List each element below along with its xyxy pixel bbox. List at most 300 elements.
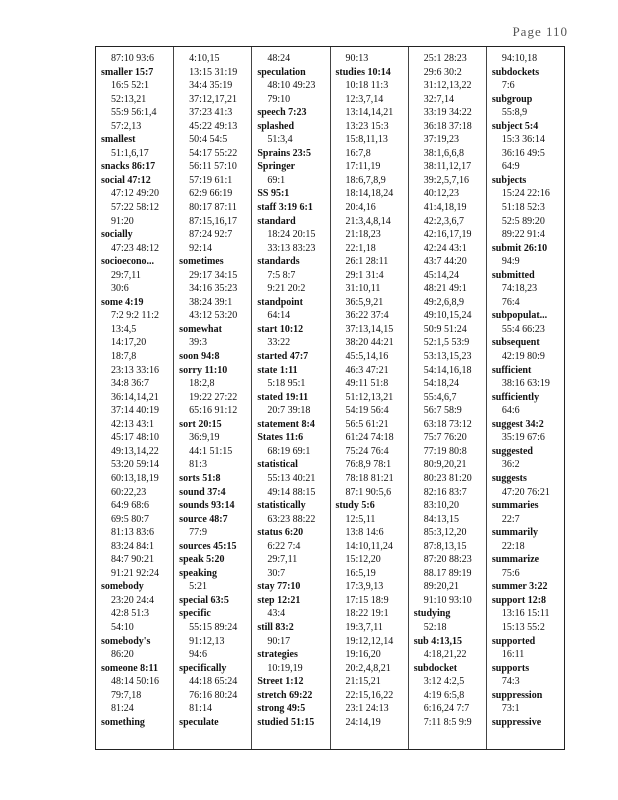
index-reference: 49:14 88:15: [267, 486, 316, 498]
index-term: studying: [413, 608, 451, 620]
index-reference: 16:5,19: [345, 567, 376, 579]
index-reference: 76:4: [501, 296, 520, 308]
index-reference: 42:13 43:1: [111, 418, 155, 430]
index-reference: 25:1 28:23: [423, 53, 467, 64]
index-reference: 84:13,15: [423, 513, 459, 525]
index-reference: 16:7,8: [345, 147, 371, 159]
index-term: soon 94:8: [179, 351, 220, 363]
index-reference: 38:20 44:21: [345, 337, 394, 349]
index-term: start 10:12: [257, 323, 304, 335]
index-reference: 15:8,11,13: [345, 134, 388, 146]
index-reference: 6:22 7:4: [267, 540, 301, 552]
index-reference: 50:9 51:24: [423, 323, 467, 335]
index-term: Springer: [257, 161, 296, 173]
index-reference: 43:7 44:20: [423, 256, 467, 268]
index-reference: 23:13 33:16: [111, 364, 160, 376]
index-reference: 30:6: [111, 283, 129, 295]
index-reference: 85:3,12,20: [423, 527, 467, 539]
index-reference: 18:24 20:15: [267, 229, 316, 241]
index-reference: 7:11 8:5 9:9: [423, 716, 472, 728]
index-reference: 42:16,17,19: [423, 229, 472, 241]
index-reference: 14:17,20: [111, 337, 147, 349]
index-reference: 52:18: [423, 621, 447, 633]
index-reference: 29:17 34:15: [189, 269, 238, 281]
index-column-4: [331, 47, 409, 749]
index-reference: 12:5,11: [345, 513, 376, 525]
index-reference: 19:22 27:22: [189, 391, 238, 403]
index-term: strategies: [257, 649, 298, 661]
index-reference: 54:19 56:4: [345, 405, 389, 417]
index-reference: 29:6 30:2: [423, 66, 462, 78]
index-reference: 15:12,20: [345, 554, 381, 566]
index-reference: 65:16 91:12: [189, 405, 238, 417]
index-reference: 48:10 49:23: [267, 80, 316, 92]
index-reference: 32:7,14: [423, 93, 454, 105]
index-reference: 52:5 89:20: [501, 215, 545, 227]
index-reference: 54:10: [111, 621, 134, 633]
index-term: suppression: [491, 689, 543, 701]
index-reference: 49:2,6,8,9: [423, 296, 464, 308]
index-reference: 7:2 9:2 11:2: [111, 310, 159, 322]
index-reference: 38:1,6,6,8: [423, 147, 464, 159]
index-term: subdockets: [491, 66, 540, 78]
index-term: sources 45:15: [179, 540, 237, 552]
index-term: support 12:8: [491, 594, 547, 606]
index-term: speculate: [179, 716, 219, 728]
index-reference: 79:7,18: [111, 689, 142, 701]
index-reference: 13:16 15:11: [501, 608, 550, 620]
index-reference: 20:4,16: [345, 202, 376, 214]
index-reference: 35:19 67:6: [501, 432, 545, 444]
index-reference: 36:5,9,21: [345, 296, 384, 308]
index-reference: 5:18 95:1: [267, 378, 306, 390]
index-column-3: [252, 47, 330, 749]
index-reference: 43:4: [267, 608, 286, 620]
index-reference: 87:10 93:6: [111, 53, 155, 64]
index-term: supports: [491, 662, 530, 674]
index-reference: 94:6: [189, 649, 207, 661]
index-reference: 83:10,20: [423, 500, 459, 512]
index-reference: 42:19 80:9: [501, 351, 545, 363]
index-term: something: [101, 716, 145, 728]
index-reference: 91:12,13: [189, 635, 225, 647]
index-term: social 47:12: [101, 174, 151, 186]
index-reference: 51:18 52:3: [501, 202, 545, 214]
index-term: staff 3:19 6:1: [257, 202, 313, 214]
index-reference: 15:3 36:14: [501, 134, 545, 146]
index-column-1: [96, 47, 174, 749]
index-term: subsequent: [491, 337, 540, 349]
index-reference: 7:5 8:7: [267, 269, 296, 281]
index-reference: 36:9,19: [189, 432, 220, 444]
index-term: smallest: [101, 134, 136, 146]
index-reference: 22:7: [501, 513, 520, 525]
index-reference: 43:12 53:20: [189, 310, 238, 322]
index-reference: 69:5 80:7: [111, 513, 150, 525]
index-term: SS 95:1: [257, 188, 290, 200]
index-term: sub 4:13,15: [413, 635, 463, 647]
index-reference: 94:10,18: [501, 53, 538, 64]
index-reference: 37:19,23: [423, 134, 459, 146]
index-term: somebody's: [101, 635, 151, 647]
index-term: sorts 51:8: [179, 472, 221, 484]
index-reference: 41:4,18,19: [423, 202, 467, 214]
index-term: sometimes: [179, 256, 224, 268]
index-reference: 75:6: [501, 567, 520, 579]
index-term: state 1:11: [257, 364, 298, 376]
index-term: speaking: [179, 567, 217, 579]
index-reference: 45:17 48:10: [111, 432, 160, 444]
index-reference: 78:18 81:21: [345, 472, 394, 484]
index-term: study 5:6: [335, 500, 375, 512]
index-reference: 6:16,24 7:7: [423, 703, 470, 715]
index-reference: 91:20: [111, 215, 134, 227]
index-reference: 39:2,5,7,16: [423, 174, 469, 186]
index-term: standpoint: [257, 296, 303, 308]
index-reference: 4:10,15: [189, 53, 220, 64]
index-reference: 36:22 37:4: [345, 310, 389, 322]
index-reference: 54:14,16,18: [423, 364, 472, 376]
index-reference: 81:13 83:6: [111, 527, 155, 539]
index-term: special 63:5: [179, 594, 229, 606]
index-reference: 69:1: [267, 174, 286, 186]
index-reference: 89:20,21: [423, 581, 459, 593]
index-reference: 18:14,18,24: [345, 188, 394, 200]
index-reference: 80:9,20,21: [423, 459, 467, 471]
index-term: statistically: [257, 500, 306, 512]
index-reference: 54:17 55:22: [189, 147, 238, 159]
index-term: socioecono...: [101, 256, 155, 268]
index-reference: 15:13 55:2: [501, 621, 545, 633]
index-term: smaller 15:7: [101, 66, 154, 78]
index-reference: 50:4 54:5: [189, 134, 228, 146]
index-reference: 34:8 36:7: [111, 378, 150, 390]
index-term: standard: [257, 215, 296, 227]
index-term: suppressive: [491, 716, 542, 728]
index-reference: 79:10: [267, 93, 291, 105]
index-term: studied 51:15: [257, 716, 315, 728]
index-reference: 84:7 90:21: [111, 554, 155, 566]
index-reference: 81:14: [189, 703, 212, 715]
index-term: specific: [179, 608, 211, 620]
index-term: sort 20:15: [179, 418, 222, 430]
index-reference: 73:1: [501, 703, 520, 715]
index-term: summarize: [491, 554, 540, 566]
index-reference: 16:11: [501, 649, 525, 661]
index-reference: 42:8 51:3: [111, 608, 150, 620]
index-term: step 12:21: [257, 594, 301, 606]
index-reference: 55:4,6,7: [423, 391, 457, 403]
index-reference: 56:7 58:9: [423, 405, 462, 417]
index-term: speculation: [257, 66, 306, 78]
index-reference: 29:7,11: [111, 269, 141, 281]
index-term: sufficiently: [491, 391, 540, 403]
index-column-2: [174, 47, 252, 749]
index-reference: 77:19 80:8: [423, 445, 467, 457]
index-reference: 64:6: [501, 405, 520, 417]
index-reference: 48:21 49:1: [423, 283, 467, 295]
index-term: suggests: [491, 472, 527, 484]
index-reference: 83:24 84:1: [111, 540, 155, 552]
index-term: sound 37:4: [179, 486, 226, 498]
index-reference: 68:19 69:1: [267, 445, 311, 457]
index-reference: 92:14: [189, 242, 212, 254]
index-reference: 55:8,9: [501, 107, 528, 119]
index-reference: 17:3,9,13: [345, 581, 384, 593]
index-reference: 21:3,4,8,14: [345, 215, 391, 227]
index-term: stay 77:10: [257, 581, 301, 593]
index-term: subgroup: [491, 93, 533, 105]
index-reference: 36:16 49:5: [501, 147, 545, 159]
index-reference: 13:8 14:6: [345, 527, 384, 539]
index-term: summer 3:22: [491, 581, 548, 593]
index-reference: 82:16 83:7: [423, 486, 467, 498]
index-term: specifically: [179, 662, 227, 674]
index-reference: 57:2,13: [111, 120, 142, 132]
index-reference: 23:20 24:4: [111, 594, 155, 606]
index-reference: 87:15,16,17: [189, 215, 237, 227]
index-term: still 83:2: [257, 621, 294, 633]
index-reference: 45:14,24: [423, 269, 459, 281]
index-term: strong 49:5: [257, 703, 306, 715]
index-reference: 91:10 93:10: [423, 594, 472, 606]
index-reference: 54:18,24: [423, 378, 459, 390]
index-reference: 4:18,21,22: [423, 649, 467, 661]
index-reference: 37:23 41:3: [189, 107, 233, 119]
index-reference: 49:11 51:8: [345, 378, 389, 390]
index-column-6: [487, 47, 564, 749]
index-term: somewhat: [179, 323, 222, 335]
index-reference: 55:13 40:21: [267, 472, 316, 484]
index-reference: 31:12,13,22: [423, 80, 472, 92]
index-term: stretch 69:22: [257, 689, 313, 701]
index-term: statistical: [257, 459, 298, 471]
index-reference: 33:22: [267, 337, 291, 349]
index-reference: 87:8,13,15: [423, 540, 467, 552]
index-reference: 23:1 24:13: [345, 703, 389, 715]
index-term: Sprains 23:5: [257, 147, 311, 159]
index-reference: 30:7: [267, 567, 286, 579]
index-term: suggested: [491, 445, 533, 457]
index-reference: 39:3: [189, 337, 207, 349]
index-reference: 13:14,14,21: [345, 107, 394, 119]
index-reference: 45:22 49:13: [189, 120, 238, 132]
index-reference: 63:23 88:22: [267, 513, 316, 525]
index-reference: 81:24: [111, 703, 134, 715]
index-reference: 20:2,4,8,21: [345, 662, 391, 674]
index-reference: 74:3: [501, 676, 520, 688]
index-reference: 42:2,3,6,7: [423, 215, 464, 227]
index-reference: 24:14,19: [345, 716, 381, 728]
index-term: sufficient: [491, 364, 532, 376]
index-reference: 51:12,13,21: [345, 391, 394, 403]
index-term: status 6:20: [257, 527, 304, 539]
index-reference: 26:1 28:11: [345, 256, 389, 268]
index-reference: 53:20 59:14: [111, 459, 160, 471]
index-term: studies 10:14: [335, 66, 391, 78]
index-reference: 18:6,7,8,9: [345, 174, 386, 186]
index-reference: 64:9: [501, 161, 520, 173]
index-reference: 9:21 20:2: [267, 283, 306, 295]
index-reference: 75:7 76:20: [423, 432, 467, 444]
index-reference: 19:16,20: [345, 649, 381, 661]
index-reference: 10:19,19: [267, 662, 303, 674]
index-reference: 60:22,23: [111, 486, 147, 498]
index-reference: 40:12,23: [423, 188, 459, 200]
index-reference: 37:12,17,21: [189, 93, 237, 105]
index-term: subjects: [491, 174, 527, 186]
index-term: submitted: [491, 269, 535, 281]
index-reference: 14:10,11,24: [345, 540, 393, 552]
index-reference: 20:7 39:18: [267, 405, 311, 417]
index-reference: 48:14 50:16: [111, 676, 160, 688]
index-reference: 44:1 51:15: [189, 445, 233, 457]
index-term: subdocket: [413, 662, 458, 674]
index-term: snacks 86:17: [101, 161, 156, 173]
index-reference: 15:24 22:16: [501, 188, 550, 200]
index-reference: 21:15,21: [345, 676, 381, 688]
index-term: speech 7:23: [257, 107, 307, 119]
index-reference: 22:18: [501, 540, 525, 552]
index-reference: 12:3,7,14: [345, 93, 384, 105]
index-reference: 56:11 57:10: [189, 161, 237, 173]
index-reference: 86:20: [111, 649, 134, 661]
index-reference: 33:13 83:23: [267, 242, 316, 254]
index-reference: 18:2,8: [189, 378, 215, 390]
index-term: some 4:19: [101, 296, 144, 308]
index-term: stated 19:11: [257, 391, 309, 403]
index-reference: 94:9: [501, 256, 520, 268]
index-reference: 80:17 87:11: [189, 202, 237, 214]
index-term: subject 5:4: [491, 120, 539, 132]
index-reference: 87:24 92:7: [189, 229, 233, 241]
index-reference: 62:9 66:19: [189, 188, 233, 200]
index-reference: 13:4,5: [111, 323, 137, 335]
index-reference: 74:18,23: [501, 283, 538, 295]
index-reference: 80:23 81:20: [423, 472, 472, 484]
index-reference: 49:10,15,24: [423, 310, 472, 322]
index-reference: 29:1 31:4: [345, 269, 384, 281]
index-reference: 22:15,16,22: [345, 689, 394, 701]
word-index-table: [95, 46, 565, 750]
index-reference: 17:15 18:9: [345, 594, 389, 606]
index-term: started 47:7: [257, 351, 309, 363]
index-reference: 46:3 47:21: [345, 364, 389, 376]
index-term: States 11:6: [257, 432, 304, 444]
index-reference: 19:12,12,14: [345, 635, 394, 647]
index-reference: 56:5 61:21: [345, 418, 389, 430]
index-reference: 63:18 73:12: [423, 418, 472, 430]
index-reference: 7:6: [501, 80, 515, 92]
index-term: somebody: [101, 581, 144, 593]
index-reference: 49:13,14,22: [111, 445, 159, 457]
index-term: Street 1:12: [257, 676, 304, 688]
index-reference: 37:14 40:19: [111, 405, 160, 417]
index-reference: 52:13,21: [111, 93, 147, 105]
index-reference: 89:22 91:4: [501, 229, 545, 241]
index-reference: 55:4 66:23: [501, 323, 545, 335]
index-reference: 22:1,18: [345, 242, 376, 254]
index-reference: 81:3: [189, 459, 207, 471]
index-reference: 13:23 15:3: [345, 120, 389, 132]
index-reference: 53:13,15,23: [423, 351, 472, 363]
index-reference: 76:16 80:24: [189, 689, 238, 701]
index-reference: 13:15 31:19: [189, 66, 238, 78]
index-reference: 38:11,12,17: [423, 161, 472, 173]
index-reference: 29:7,11: [267, 554, 298, 566]
index-reference: 3:12 4:2,5: [423, 676, 465, 688]
index-reference: 87:1 90:5,6: [345, 486, 392, 498]
index-term: summarily: [491, 527, 538, 539]
index-reference: 38:24 39:1: [189, 296, 233, 308]
index-reference: 90:13: [345, 53, 369, 64]
index-term: socially: [101, 229, 133, 241]
index-reference: 52:1,5 53:9: [423, 337, 470, 349]
page-number: Page 110: [512, 24, 568, 39]
index-reference: 17:11,19: [345, 161, 381, 173]
index-reference: 64:9 68:6: [111, 500, 150, 512]
index-reference: 90:17: [267, 635, 291, 647]
index-reference: 47:20 76:21: [501, 486, 550, 498]
index-reference: 5:21: [189, 581, 207, 593]
index-reference: 45:5,14,16: [345, 351, 389, 363]
index-term: standards: [257, 256, 300, 268]
index-reference: 75:24 76:4: [345, 445, 389, 457]
index-reference: 51:1,6,17: [111, 147, 149, 159]
index-reference: 42:24 43:1: [423, 242, 467, 254]
index-reference: 10:18 11:3: [345, 80, 389, 92]
index-reference: 16:5 52:1: [111, 80, 150, 92]
index-term: statement 8:4: [257, 418, 315, 430]
index-reference: 44:18 65:24: [189, 676, 238, 688]
index-reference: 48:24: [267, 53, 291, 64]
index-reference: 61:24 74:18: [345, 432, 394, 444]
index-reference: 36:2: [501, 459, 520, 471]
index-reference: 55:9 56:1,4: [111, 107, 157, 119]
index-term: subpopulat...: [491, 310, 548, 322]
index-reference: 77:9: [189, 527, 207, 539]
index-term: summaries: [491, 500, 539, 512]
index-reference: 76:8,9 78:1: [345, 459, 392, 471]
index-term: suggest 34:2: [491, 418, 544, 430]
index-reference: 51:3,4: [267, 134, 293, 146]
index-reference: 19:3,7,11: [345, 621, 383, 633]
index-term: splashed: [257, 120, 295, 132]
index-reference: 64:14: [267, 310, 291, 322]
index-reference: 4:19 6:5,8: [423, 689, 465, 701]
index-reference: 37:13,14,15: [345, 323, 394, 335]
index-term: sounds 93:14: [179, 500, 235, 512]
index-reference: 36:14,14,21: [111, 391, 159, 403]
index-reference: 18:7,8: [111, 351, 137, 363]
index-reference: 34:4 35:19: [189, 80, 233, 92]
index-reference: 34:16 35:23: [189, 283, 238, 295]
index-reference: 18:22 19:1: [345, 608, 389, 620]
index-reference: 57:19 61:1: [189, 174, 233, 186]
index-term: source 48:7: [179, 513, 228, 525]
index-reference: 31:10,11: [345, 283, 381, 295]
index-term: speak 5:20: [179, 554, 225, 566]
index-reference: 60:13,18,19: [111, 472, 159, 484]
index-reference: 36:18 37:18: [423, 120, 472, 132]
index-reference: 21:18,23: [345, 229, 381, 241]
index-reference: 91:21 92:24: [111, 567, 160, 579]
index-term: sorry 11:10: [179, 364, 228, 376]
index-reference: 33:19 34:22: [423, 107, 472, 119]
index-reference: 47:12 49:20: [111, 188, 160, 200]
index-term: someone 8:11: [101, 662, 158, 674]
index-reference: 88.17 89:19: [423, 567, 472, 579]
